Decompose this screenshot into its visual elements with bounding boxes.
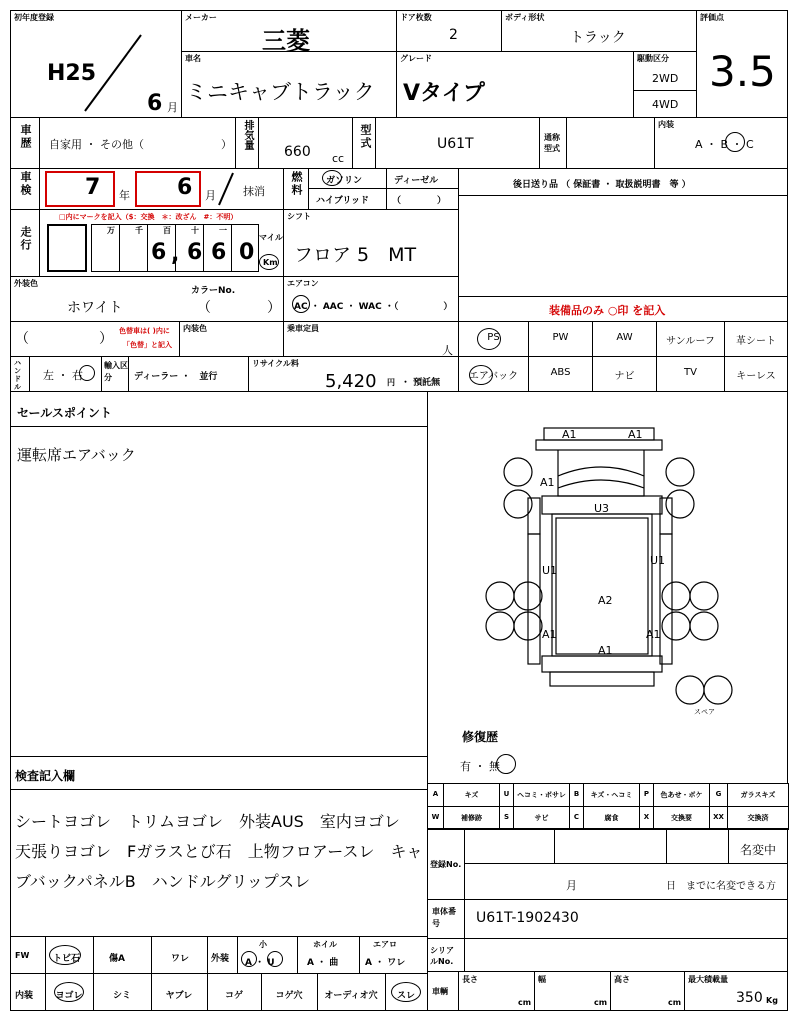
year-unit: 年 (119, 189, 130, 202)
registration-label: 登録No. (430, 860, 462, 869)
import-value: ディーラー ・ 並行 (134, 372, 218, 382)
legend-code (499, 783, 514, 807)
legend-code (499, 806, 514, 830)
vehicle-diagram (428, 392, 787, 783)
small-opts: A ・ U (245, 958, 275, 968)
history: 自家用 ・ その他（ ） (49, 138, 232, 151)
legend-text: 交換済 (747, 814, 769, 822)
circle-mark (49, 945, 81, 965)
insp-month: 6 (177, 175, 193, 200)
equip-header-cell (458, 296, 788, 322)
equipment-item (724, 356, 788, 392)
model-label: 型式 (359, 124, 372, 150)
fw-item: ワレ (171, 954, 190, 964)
maker: 三菱 (262, 27, 310, 55)
equipment-item (592, 321, 657, 357)
grade-label: グレード (400, 54, 432, 63)
circle-mark (496, 754, 516, 774)
legend-code (427, 806, 444, 830)
equipment-label: ナビ (614, 371, 635, 382)
exterior-color-label: 外装色 (14, 279, 38, 288)
wheel-label: ホイル (313, 940, 337, 949)
width-label: 幅 (538, 975, 546, 984)
legend-code (639, 806, 654, 830)
cm-unit: cm (594, 998, 608, 1007)
history-label: 車歴 (19, 124, 32, 150)
inspection-expiry-cell (10, 168, 284, 210)
fw-item: 傷A (109, 954, 125, 964)
grade: Vタイプ (403, 81, 485, 106)
legend-text: 交換要 (671, 814, 692, 822)
legend-text: U (503, 790, 510, 798)
legend-desc (653, 783, 710, 807)
damage-label: U1 (542, 564, 558, 577)
equipment-item (458, 321, 529, 357)
size-cell (427, 971, 788, 1011)
equipment-label: 革シート (736, 336, 776, 347)
color-change-cell (10, 321, 180, 357)
car-name-cell (181, 51, 397, 118)
legend-code (709, 783, 728, 807)
fuel-gas: ガソリン (326, 176, 363, 186)
equipment-label: サンルーフ (666, 336, 715, 347)
handle-label: ハンドル (14, 359, 21, 391)
reg-month: 月 (566, 879, 577, 892)
cell-divider (261, 974, 262, 1010)
legend-desc (727, 783, 789, 807)
sales-point-section (10, 391, 428, 757)
damage-label: A1 (628, 428, 643, 441)
capacity-cell (283, 321, 459, 357)
legend-code (709, 806, 728, 830)
shift: フロア 5 MT (294, 244, 417, 266)
legend-desc (443, 806, 500, 830)
exterior-color: ホワイト (67, 300, 123, 316)
legend-desc (513, 783, 570, 807)
displacement-label: 排気量 (242, 120, 253, 150)
inspection-notes-section (10, 756, 428, 937)
drive-2wd: 2WD (652, 72, 679, 85)
equipment-item (724, 321, 788, 357)
slash-mark (71, 31, 151, 119)
color-no: （ ） (197, 300, 281, 316)
unit-label: 千 (135, 226, 143, 235)
legend-text: A (432, 790, 439, 798)
first-reg-cell (10, 10, 182, 118)
length-label: 長さ (462, 975, 478, 984)
doors-label: ドア枚数 (400, 13, 432, 22)
equipment-label: PS (487, 332, 500, 343)
cc-unit: cc (332, 152, 345, 165)
interior-damage-item: ヨゴレ (55, 991, 83, 1001)
damage-legend (427, 783, 788, 829)
equipment-item (458, 356, 529, 392)
legend-text: ガラスキズ (740, 791, 776, 799)
vin: U61T-1902430 (476, 910, 579, 926)
first-reg-month: 6 (147, 91, 163, 116)
circle-mark (241, 951, 257, 967)
score: 3.5 (709, 47, 776, 96)
handle-cell (10, 356, 102, 392)
equipment-label: TV (684, 367, 697, 378)
aero-label: エアロ (373, 940, 397, 949)
handle-value: 左 ・ 右 (43, 369, 83, 382)
damage-label: A2 (598, 594, 613, 607)
equipment-item (656, 356, 725, 392)
shift-label: シフト (287, 212, 311, 221)
model: U61T (437, 136, 474, 152)
recycle-cell (248, 356, 459, 392)
fuel-diesel: ディーゼル (394, 176, 439, 186)
mileage-digit-box (47, 224, 87, 272)
legend-text: P (643, 790, 650, 798)
legend-desc (583, 806, 640, 830)
vin-label: 車体番号 (432, 907, 456, 928)
legend-text: サビ (534, 814, 549, 822)
kg-unit: Kg (766, 996, 778, 1005)
equipment-item (656, 321, 725, 357)
import-cell (101, 356, 249, 392)
unit-label: 百 (163, 226, 171, 235)
legend-text: B (573, 790, 580, 798)
fw-label: FW (15, 951, 30, 960)
legend-code (569, 783, 584, 807)
body: トラック (570, 30, 626, 46)
interior-label: 内装 (658, 120, 674, 129)
insp-month-unit: 月 (205, 189, 216, 202)
fuel-label: 燃料 (290, 171, 303, 197)
common-model-cell (539, 117, 655, 169)
legend-text: キズ (464, 791, 479, 799)
legend-code (639, 783, 654, 807)
damage-label: U3 (594, 502, 610, 515)
cell-divider (317, 974, 318, 1010)
history-cell (10, 117, 236, 169)
legend-text: 腐食 (604, 814, 619, 822)
displacement-cell (235, 117, 353, 169)
cell-divider (385, 974, 386, 1010)
first-reg-year: H25 (47, 61, 97, 86)
reg-day-note: 日 までに名変できる方 (666, 881, 776, 892)
interior-color-label: 内装色 (183, 324, 207, 333)
interior-damage-item: コゲ穴 (275, 991, 303, 1001)
legend-text: S (503, 813, 510, 821)
docs-body-cell (458, 195, 788, 297)
import-label: 輸入区分 (104, 361, 128, 382)
damage-label: A1 (598, 644, 613, 657)
model-cell (352, 117, 540, 169)
drive-cell (633, 51, 697, 118)
mileage-digit: 6 (151, 240, 167, 265)
legend-code (569, 806, 584, 830)
doors-cell (396, 10, 502, 52)
interior-grades: A ・ B ・ C (695, 138, 754, 151)
interior-damage-item: スレ (396, 991, 415, 1001)
cancelled: 抹消 (243, 185, 265, 198)
mileage-cell (10, 209, 284, 277)
fw-row (10, 936, 428, 974)
ac-cell (283, 276, 459, 322)
inspection-line: ブバックパネルB ハンドルグリップスレ (15, 872, 311, 891)
inspection-line: シートヨゴレ トリムヨゴレ 外装AUS 室内ヨゴレ (15, 812, 400, 831)
legend-text: 補修跡 (461, 814, 482, 822)
equipment-label: PW (552, 332, 569, 343)
inspection-line: 天張りヨゴレ Fガラスとび石 上物フロアースレ キャ (15, 842, 423, 861)
vin-cell (427, 899, 788, 939)
damage-label: A1 (646, 628, 661, 641)
fw-item: トビ石 (53, 954, 81, 964)
legend-desc (513, 806, 570, 830)
recycle-label: リサイクル料 (252, 359, 299, 368)
small-label: 小 (259, 940, 267, 949)
drive-label: 駆動区分 (637, 54, 669, 63)
car-name-label: 車名 (185, 54, 201, 63)
mileage-comma: , (171, 242, 180, 267)
recycle-unit: 円 (387, 378, 395, 387)
repair-value: 有 ・ 無 (460, 760, 500, 773)
legend-text: X (643, 813, 650, 821)
interior-damage-label: 内装 (15, 991, 34, 1001)
legend-desc (653, 806, 710, 830)
capacity-label: 乗車定員 (287, 324, 319, 333)
interior-damage-item: ヤブレ (165, 991, 193, 1001)
load: 350 (736, 990, 763, 1006)
legend-text: C (573, 813, 580, 821)
equipment-header: 装備品のみ ○印 を記入 (549, 304, 666, 317)
sales-point-text: 運転席エアバック (17, 446, 136, 464)
color-change-paren: （ ） (15, 331, 113, 347)
interior-damage-item: コゲ (224, 991, 243, 1001)
circle-mark (477, 328, 501, 350)
docs-label: 後日送り品 （ 保証書 ・ 取扱説明書 等 ） (513, 180, 691, 190)
inspection-notes-label: 検査記入欄 (15, 769, 76, 783)
legend-desc (443, 783, 500, 807)
damage-label: A1 (562, 428, 577, 441)
score-cell (696, 10, 788, 118)
deposit: ・ 預託無 (401, 378, 441, 388)
equipment-label: エアバック (468, 371, 519, 382)
size-label: 車輌 (432, 987, 448, 996)
ac-label: エアコン (287, 279, 319, 288)
common-model-label: 通称型式 (544, 133, 560, 153)
car-name: ミニキャブトラック (186, 80, 375, 104)
ext-label: 外装 (211, 954, 230, 964)
interior-damage-row (10, 973, 428, 1011)
circle-mark (391, 982, 421, 1002)
equipment-label: ABS (550, 367, 571, 378)
legend-text: 色あせ・ボケ (660, 791, 703, 799)
circle-mark (725, 132, 745, 152)
color-no-label: カラーNo. (191, 286, 236, 296)
legend-text: XX (713, 813, 724, 821)
name-change: 名変中 (740, 843, 777, 857)
color-note: 「色替」と記入 (123, 341, 172, 349)
circle-mark (79, 365, 95, 381)
maker-label: メーカー (185, 13, 217, 22)
unit-label: 一 (219, 226, 227, 235)
load-label: 最大積載量 (688, 975, 728, 984)
cm-unit: cm (518, 998, 532, 1007)
color-note: 色替車は( )内に (119, 327, 170, 335)
aero-opts: A ・ ワレ (365, 958, 406, 968)
legend-code (427, 783, 444, 807)
interior-damage-item: オーディオ穴 (324, 991, 378, 1001)
legend-text: キズ・ヘコミ (590, 791, 633, 799)
ac-options: AC ・ AAC ・ WAC ・（ ） (294, 302, 453, 312)
shift-cell (283, 209, 459, 277)
diagram-section (427, 391, 788, 784)
height-label: 高さ (614, 975, 630, 984)
circle-mark (322, 170, 342, 186)
circle-mark (259, 254, 279, 270)
unit-label: 十 (191, 226, 199, 235)
maker-cell (181, 10, 397, 55)
damage-label: A1 (542, 628, 557, 641)
mileage-digit: 0 (239, 240, 255, 265)
interior-color-cell (179, 321, 284, 357)
fuel-other: （ ） (392, 196, 447, 206)
fuel-hybrid: ハイブリッド (316, 196, 370, 206)
doors: 2 (449, 27, 458, 43)
mileage-note: □内にマークを記入（$：交換 ＊：改ざん #：不明） (59, 213, 238, 221)
repair-label: 修復歴 (462, 730, 499, 744)
capacity-unit: 人 (442, 344, 453, 357)
equipment-label: キーレス (736, 371, 776, 382)
legend-text: ヘコミ・ボサレ (517, 791, 566, 799)
wheel-opts: A ・ 曲 (307, 958, 339, 968)
serial-label: シリアルNo. (430, 946, 454, 966)
circle-mark (267, 951, 283, 967)
legend-text: W (431, 813, 440, 821)
cm-unit: cm (668, 998, 682, 1007)
body-cell (501, 10, 697, 52)
damage-label: U1 (650, 554, 666, 567)
docs-cell (458, 168, 788, 196)
exterior-color-cell (10, 276, 284, 322)
cell-divider (207, 974, 208, 1010)
sales-point-label: セールスポイント (17, 406, 112, 420)
equipment-label: AW (616, 332, 633, 343)
spare-label: スペア (694, 708, 715, 716)
equipment-item (528, 321, 593, 357)
unit-label: 万 (107, 226, 115, 235)
circle-mark (292, 295, 310, 313)
km-label: Km (263, 258, 278, 267)
fuel-cell (283, 168, 459, 210)
score-label: 評価点 (700, 13, 724, 22)
drive-4wd: 4WD (652, 98, 679, 111)
circle-mark (54, 982, 84, 1002)
damage-label: A1 (540, 476, 555, 489)
legend-desc (583, 783, 640, 807)
mileage-label: 走行 (19, 226, 32, 252)
body-label: ボディ形状 (505, 13, 545, 22)
equipment-item (528, 356, 593, 392)
recycle-value: 5,420 (325, 371, 377, 392)
equipment-item (592, 356, 657, 392)
grade-cell (396, 51, 634, 118)
circle-mark (469, 365, 493, 385)
mileage-digit: 6 (211, 240, 227, 265)
serial-cell (427, 938, 788, 972)
displacement: 660 (284, 144, 311, 160)
registration-cell (427, 828, 788, 900)
legend-text: G (715, 790, 722, 798)
interior-grade-cell (654, 117, 788, 169)
cell-divider (151, 974, 152, 1010)
legend-desc (727, 806, 789, 830)
slash-mark (215, 171, 237, 207)
first-reg-label: 初年度登録 (14, 13, 54, 22)
cell-divider (93, 974, 94, 1010)
mile-label: マイル (259, 233, 283, 242)
insp-year: 7 (85, 175, 101, 200)
interior-damage-item: シミ (112, 991, 131, 1001)
inspection-label: 車検 (19, 171, 32, 197)
mileage-digit: 6 (187, 240, 203, 265)
month-unit: 月 (167, 101, 178, 114)
